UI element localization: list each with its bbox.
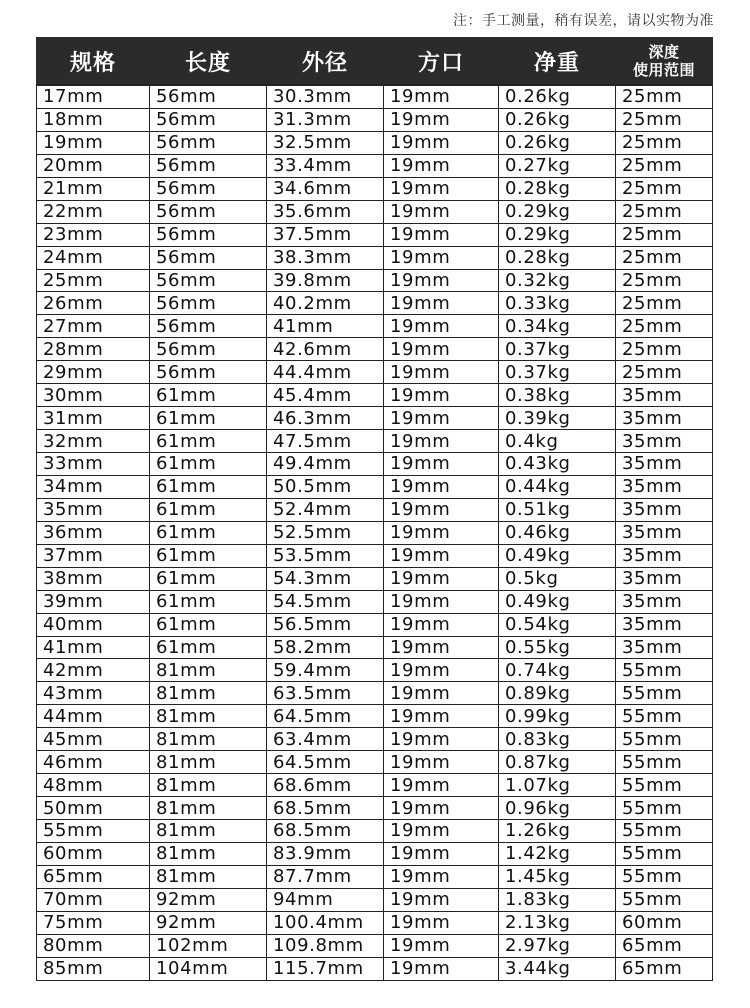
cell-depth-range: 35mm xyxy=(616,544,713,567)
cell-length: 56mm xyxy=(150,292,267,315)
cell-outer-diameter: 42.6mm xyxy=(267,338,384,361)
cell-square-drive: 19mm xyxy=(384,820,499,843)
header-spec: 规格 xyxy=(37,38,150,86)
table-row xyxy=(37,567,713,590)
cell-outer-diameter: 54.3mm xyxy=(267,567,384,590)
cell-spec: 36mm xyxy=(37,521,150,544)
cell-spec: 31mm xyxy=(37,407,150,430)
cell-length: 81mm xyxy=(150,751,267,774)
cell-depth-range: 25mm xyxy=(616,269,713,292)
cell-net-weight: 0.34kg xyxy=(499,315,616,338)
cell-length: 56mm xyxy=(150,85,267,108)
cell-net-weight: 1.45kg xyxy=(499,865,616,888)
cell-spec: 75mm xyxy=(37,911,150,934)
cell-length: 61mm xyxy=(150,613,267,636)
table-row xyxy=(37,292,713,315)
cell-spec: 42mm xyxy=(37,659,150,682)
cell-net-weight: 0.51kg xyxy=(499,498,616,521)
cell-net-weight: 0.49kg xyxy=(499,544,616,567)
table-row xyxy=(37,682,713,705)
cell-spec: 27mm xyxy=(37,315,150,338)
cell-outer-diameter: 44.4mm xyxy=(267,361,384,384)
cell-depth-range: 35mm xyxy=(616,521,713,544)
cell-depth-range: 25mm xyxy=(616,131,713,154)
table-row xyxy=(37,154,713,177)
cell-outer-diameter: 39.8mm xyxy=(267,269,384,292)
cell-square-drive: 19mm xyxy=(384,751,499,774)
cell-square-drive: 19mm xyxy=(384,682,499,705)
cell-depth-range: 65mm xyxy=(616,934,713,957)
cell-length: 61mm xyxy=(150,407,267,430)
cell-depth-range: 35mm xyxy=(616,590,713,613)
cell-square-drive: 19mm xyxy=(384,453,499,476)
cell-square-drive: 19mm xyxy=(384,797,499,820)
cell-outer-diameter: 100.4mm xyxy=(267,911,384,934)
cell-outer-diameter: 47.5mm xyxy=(267,430,384,453)
cell-depth-range: 55mm xyxy=(616,820,713,843)
cell-length: 61mm xyxy=(150,384,267,407)
cell-depth-range: 55mm xyxy=(616,865,713,888)
cell-net-weight: 0.89kg xyxy=(499,682,616,705)
cell-net-weight: 0.27kg xyxy=(499,154,616,177)
cell-net-weight: 0.96kg xyxy=(499,797,616,820)
cell-outer-diameter: 49.4mm xyxy=(267,453,384,476)
cell-square-drive: 19mm xyxy=(384,177,499,200)
cell-depth-range: 55mm xyxy=(616,705,713,728)
cell-outer-diameter: 63.5mm xyxy=(267,682,384,705)
header-depth-range xyxy=(616,38,713,86)
cell-spec: 39mm xyxy=(37,590,150,613)
cell-spec: 35mm xyxy=(37,498,150,521)
cell-outer-diameter: 54.5mm xyxy=(267,590,384,613)
table-row xyxy=(37,590,713,613)
cell-square-drive: 19mm xyxy=(384,842,499,865)
cell-length: 81mm xyxy=(150,728,267,751)
cell-spec: 32mm xyxy=(37,430,150,453)
cell-length: 102mm xyxy=(150,934,267,957)
cell-outer-diameter: 41mm xyxy=(267,315,384,338)
cell-outer-diameter: 45.4mm xyxy=(267,384,384,407)
cell-length: 56mm xyxy=(150,315,267,338)
cell-spec: 80mm xyxy=(37,934,150,957)
table-row xyxy=(37,728,713,751)
cell-outer-diameter: 34.6mm xyxy=(267,177,384,200)
cell-depth-range: 35mm xyxy=(616,498,713,521)
cell-length: 56mm xyxy=(150,108,267,131)
measurement-note: 注：手工测量，稍有误差，请以实物为准 xyxy=(453,13,714,29)
table-row xyxy=(37,361,713,384)
cell-spec: 21mm xyxy=(37,177,150,200)
cell-depth-range: 35mm xyxy=(616,453,713,476)
cell-length: 81mm xyxy=(150,797,267,820)
cell-length: 56mm xyxy=(150,200,267,223)
cell-outer-diameter: 58.2mm xyxy=(267,636,384,659)
cell-square-drive: 19mm xyxy=(384,705,499,728)
cell-outer-diameter: 33.4mm xyxy=(267,154,384,177)
table-row xyxy=(37,797,713,820)
table-row xyxy=(37,613,713,636)
cell-depth-range: 25mm xyxy=(616,292,713,315)
header-row xyxy=(37,38,713,86)
cell-length: 61mm xyxy=(150,430,267,453)
cell-depth-range: 35mm xyxy=(616,384,713,407)
cell-depth-range: 25mm xyxy=(616,338,713,361)
cell-square-drive: 19mm xyxy=(384,292,499,315)
table-row xyxy=(37,85,713,108)
cell-length: 104mm xyxy=(150,957,267,980)
cell-net-weight: 0.99kg xyxy=(499,705,616,728)
cell-outer-diameter: 31.3mm xyxy=(267,108,384,131)
cell-spec: 48mm xyxy=(37,774,150,797)
cell-net-weight: 0.29kg xyxy=(499,200,616,223)
cell-outer-diameter: 68.6mm xyxy=(267,774,384,797)
cell-net-weight: 2.97kg xyxy=(499,934,616,957)
cell-net-weight: 0.5kg xyxy=(499,567,616,590)
table-row xyxy=(37,430,713,453)
cell-depth-range: 55mm xyxy=(616,728,713,751)
cell-length: 56mm xyxy=(150,338,267,361)
cell-length: 81mm xyxy=(150,842,267,865)
cell-length: 61mm xyxy=(150,453,267,476)
cell-spec: 17mm xyxy=(37,85,150,108)
cell-square-drive: 19mm xyxy=(384,223,499,246)
table-row xyxy=(37,751,713,774)
table-row xyxy=(37,131,713,154)
cell-depth-range: 35mm xyxy=(616,407,713,430)
cell-outer-diameter: 63.4mm xyxy=(267,728,384,751)
cell-outer-diameter: 37.5mm xyxy=(267,223,384,246)
cell-net-weight: 0.33kg xyxy=(499,292,616,315)
cell-net-weight: 0.43kg xyxy=(499,453,616,476)
cell-length: 81mm xyxy=(150,682,267,705)
cell-outer-diameter: 109.8mm xyxy=(267,934,384,957)
cell-net-weight: 0.87kg xyxy=(499,751,616,774)
cell-net-weight: 0.28kg xyxy=(499,246,616,269)
cell-length: 61mm xyxy=(150,475,267,498)
cell-spec: 85mm xyxy=(37,957,150,980)
cell-outer-diameter: 87.7mm xyxy=(267,865,384,888)
cell-length: 56mm xyxy=(150,269,267,292)
cell-square-drive: 19mm xyxy=(384,613,499,636)
table-row xyxy=(37,521,713,544)
cell-spec: 26mm xyxy=(37,292,150,315)
table-row xyxy=(37,177,713,200)
cell-square-drive: 19mm xyxy=(384,911,499,934)
header-length: 长度 xyxy=(150,38,267,86)
header-depth-line1: 深度 xyxy=(648,43,680,61)
cell-spec: 22mm xyxy=(37,200,150,223)
cell-square-drive: 19mm xyxy=(384,475,499,498)
table-row xyxy=(37,659,713,682)
table-row xyxy=(37,865,713,888)
cell-square-drive: 19mm xyxy=(384,865,499,888)
cell-square-drive: 19mm xyxy=(384,200,499,223)
cell-spec: 19mm xyxy=(37,131,150,154)
cell-square-drive: 19mm xyxy=(384,498,499,521)
cell-depth-range: 35mm xyxy=(616,613,713,636)
cell-length: 61mm xyxy=(150,590,267,613)
cell-net-weight: 1.83kg xyxy=(499,888,616,911)
cell-depth-range: 25mm xyxy=(616,223,713,246)
cell-length: 56mm xyxy=(150,177,267,200)
cell-net-weight: 3.44kg xyxy=(499,957,616,980)
cell-square-drive: 19mm xyxy=(384,407,499,430)
cell-outer-diameter: 59.4mm xyxy=(267,659,384,682)
cell-length: 92mm xyxy=(150,911,267,934)
cell-depth-range: 55mm xyxy=(616,682,713,705)
cell-length: 61mm xyxy=(150,567,267,590)
cell-outer-diameter: 35.6mm xyxy=(267,200,384,223)
cell-depth-range: 55mm xyxy=(616,659,713,682)
table-row xyxy=(37,269,713,292)
cell-spec: 29mm xyxy=(37,361,150,384)
cell-net-weight: 0.37kg xyxy=(499,361,616,384)
cell-outer-diameter: 50.5mm xyxy=(267,475,384,498)
table-row xyxy=(37,200,713,223)
cell-depth-range: 65mm xyxy=(616,957,713,980)
table-row xyxy=(37,705,713,728)
cell-outer-diameter: 32.5mm xyxy=(267,131,384,154)
cell-square-drive: 19mm xyxy=(384,246,499,269)
cell-net-weight: 0.55kg xyxy=(499,636,616,659)
cell-net-weight: 0.26kg xyxy=(499,131,616,154)
cell-spec: 30mm xyxy=(37,384,150,407)
cell-length: 81mm xyxy=(150,705,267,728)
cell-square-drive: 19mm xyxy=(384,85,499,108)
cell-depth-range: 25mm xyxy=(616,361,713,384)
header-outer-diameter: 外径 xyxy=(267,38,384,86)
cell-square-drive: 19mm xyxy=(384,728,499,751)
table-row xyxy=(37,453,713,476)
cell-spec: 50mm xyxy=(37,797,150,820)
cell-square-drive: 19mm xyxy=(384,888,499,911)
cell-square-drive: 19mm xyxy=(384,521,499,544)
cell-outer-diameter: 64.5mm xyxy=(267,705,384,728)
cell-outer-diameter: 52.5mm xyxy=(267,521,384,544)
table-row xyxy=(37,475,713,498)
cell-length: 56mm xyxy=(150,223,267,246)
cell-length: 92mm xyxy=(150,888,267,911)
cell-outer-diameter: 83.9mm xyxy=(267,842,384,865)
cell-square-drive: 19mm xyxy=(384,659,499,682)
cell-square-drive: 19mm xyxy=(384,544,499,567)
cell-outer-diameter: 68.5mm xyxy=(267,797,384,820)
cell-net-weight: 0.32kg xyxy=(499,269,616,292)
table-row xyxy=(37,911,713,934)
cell-spec: 38mm xyxy=(37,567,150,590)
table-row xyxy=(37,384,713,407)
cell-depth-range: 55mm xyxy=(616,842,713,865)
cell-depth-range: 25mm xyxy=(616,177,713,200)
cell-outer-diameter: 68.5mm xyxy=(267,820,384,843)
cell-spec: 25mm xyxy=(37,269,150,292)
cell-length: 56mm xyxy=(150,154,267,177)
cell-outer-diameter: 38.3mm xyxy=(267,246,384,269)
cell-depth-range: 25mm xyxy=(616,108,713,131)
cell-net-weight: 0.26kg xyxy=(499,85,616,108)
cell-length: 81mm xyxy=(150,774,267,797)
cell-net-weight: 0.4kg xyxy=(499,430,616,453)
cell-square-drive: 19mm xyxy=(384,108,499,131)
cell-square-drive: 19mm xyxy=(384,131,499,154)
table-row xyxy=(37,407,713,430)
cell-depth-range: 55mm xyxy=(616,888,713,911)
cell-length: 61mm xyxy=(150,636,267,659)
cell-square-drive: 19mm xyxy=(384,269,499,292)
cell-spec: 40mm xyxy=(37,613,150,636)
table-row xyxy=(37,934,713,957)
cell-depth-range: 35mm xyxy=(616,567,713,590)
cell-spec: 33mm xyxy=(37,453,150,476)
cell-depth-range: 25mm xyxy=(616,315,713,338)
cell-net-weight: 0.29kg xyxy=(499,223,616,246)
cell-length: 81mm xyxy=(150,659,267,682)
cell-square-drive: 19mm xyxy=(384,774,499,797)
cell-square-drive: 19mm xyxy=(384,315,499,338)
cell-net-weight: 0.49kg xyxy=(499,590,616,613)
table-row xyxy=(37,223,713,246)
table-row xyxy=(37,108,713,131)
cell-depth-range: 25mm xyxy=(616,85,713,108)
cell-depth-range: 55mm xyxy=(616,774,713,797)
cell-outer-diameter: 64.5mm xyxy=(267,751,384,774)
cell-net-weight: 0.38kg xyxy=(499,384,616,407)
cell-net-weight: 1.26kg xyxy=(499,820,616,843)
cell-net-weight: 1.07kg xyxy=(499,774,616,797)
cell-depth-range: 25mm xyxy=(616,200,713,223)
cell-square-drive: 19mm xyxy=(384,361,499,384)
cell-square-drive: 19mm xyxy=(384,636,499,659)
cell-spec: 18mm xyxy=(37,108,150,131)
cell-depth-range: 35mm xyxy=(616,475,713,498)
cell-depth-range: 55mm xyxy=(616,797,713,820)
cell-depth-range: 55mm xyxy=(616,751,713,774)
cell-length: 81mm xyxy=(150,820,267,843)
spec-table xyxy=(36,37,713,981)
cell-outer-diameter: 30.3mm xyxy=(267,85,384,108)
cell-spec: 55mm xyxy=(37,820,150,843)
table-row xyxy=(37,315,713,338)
cell-net-weight: 0.37kg xyxy=(499,338,616,361)
cell-depth-range: 25mm xyxy=(616,154,713,177)
cell-spec: 44mm xyxy=(37,705,150,728)
cell-net-weight: 1.42kg xyxy=(499,842,616,865)
header-square-drive: 方口 xyxy=(384,38,499,86)
cell-spec: 37mm xyxy=(37,544,150,567)
table-row xyxy=(37,636,713,659)
cell-net-weight: 0.44kg xyxy=(499,475,616,498)
cell-outer-diameter: 115.7mm xyxy=(267,957,384,980)
cell-spec: 34mm xyxy=(37,475,150,498)
cell-depth-range: 35mm xyxy=(616,636,713,659)
cell-outer-diameter: 56.5mm xyxy=(267,613,384,636)
table-row xyxy=(37,246,713,269)
table-header xyxy=(37,38,713,86)
cell-net-weight: 2.13kg xyxy=(499,911,616,934)
cell-net-weight: 0.83kg xyxy=(499,728,616,751)
cell-spec: 70mm xyxy=(37,888,150,911)
cell-net-weight: 0.54kg xyxy=(499,613,616,636)
cell-square-drive: 19mm xyxy=(384,590,499,613)
cell-square-drive: 19mm xyxy=(384,934,499,957)
table-row xyxy=(37,888,713,911)
header-net-weight: 净重 xyxy=(499,38,616,86)
cell-net-weight: 0.26kg xyxy=(499,108,616,131)
cell-depth-range: 60mm xyxy=(616,911,713,934)
cell-outer-diameter: 52.4mm xyxy=(267,498,384,521)
cell-outer-diameter: 53.5mm xyxy=(267,544,384,567)
cell-square-drive: 19mm xyxy=(384,338,499,361)
cell-spec: 20mm xyxy=(37,154,150,177)
cell-length: 61mm xyxy=(150,498,267,521)
cell-spec: 23mm xyxy=(37,223,150,246)
cell-spec: 41mm xyxy=(37,636,150,659)
cell-length: 56mm xyxy=(150,361,267,384)
cell-length: 81mm xyxy=(150,865,267,888)
cell-spec: 60mm xyxy=(37,842,150,865)
table-row xyxy=(37,498,713,521)
table-row xyxy=(37,774,713,797)
cell-square-drive: 19mm xyxy=(384,384,499,407)
table-body xyxy=(37,85,713,980)
cell-net-weight: 0.39kg xyxy=(499,407,616,430)
table-row xyxy=(37,957,713,980)
cell-depth-range: 25mm xyxy=(616,246,713,269)
cell-spec: 24mm xyxy=(37,246,150,269)
cell-square-drive: 19mm xyxy=(384,154,499,177)
cell-length: 61mm xyxy=(150,544,267,567)
cell-spec: 43mm xyxy=(37,682,150,705)
cell-length: 61mm xyxy=(150,521,267,544)
cell-square-drive: 19mm xyxy=(384,957,499,980)
cell-net-weight: 0.46kg xyxy=(499,521,616,544)
cell-outer-diameter: 46.3mm xyxy=(267,407,384,430)
cell-spec: 45mm xyxy=(37,728,150,751)
cell-length: 56mm xyxy=(150,131,267,154)
table-row xyxy=(37,338,713,361)
cell-outer-diameter: 94mm xyxy=(267,888,384,911)
cell-net-weight: 0.74kg xyxy=(499,659,616,682)
cell-spec: 65mm xyxy=(37,865,150,888)
table-row xyxy=(37,842,713,865)
cell-outer-diameter: 40.2mm xyxy=(267,292,384,315)
cell-spec: 46mm xyxy=(37,751,150,774)
table-row xyxy=(37,544,713,567)
cell-depth-range: 35mm xyxy=(616,430,713,453)
cell-length: 56mm xyxy=(150,246,267,269)
cell-square-drive: 19mm xyxy=(384,430,499,453)
cell-net-weight: 0.28kg xyxy=(499,177,616,200)
cell-spec: 28mm xyxy=(37,338,150,361)
table-row xyxy=(37,820,713,843)
header-depth-line2: 使用范围 xyxy=(632,61,695,79)
cell-square-drive: 19mm xyxy=(384,567,499,590)
